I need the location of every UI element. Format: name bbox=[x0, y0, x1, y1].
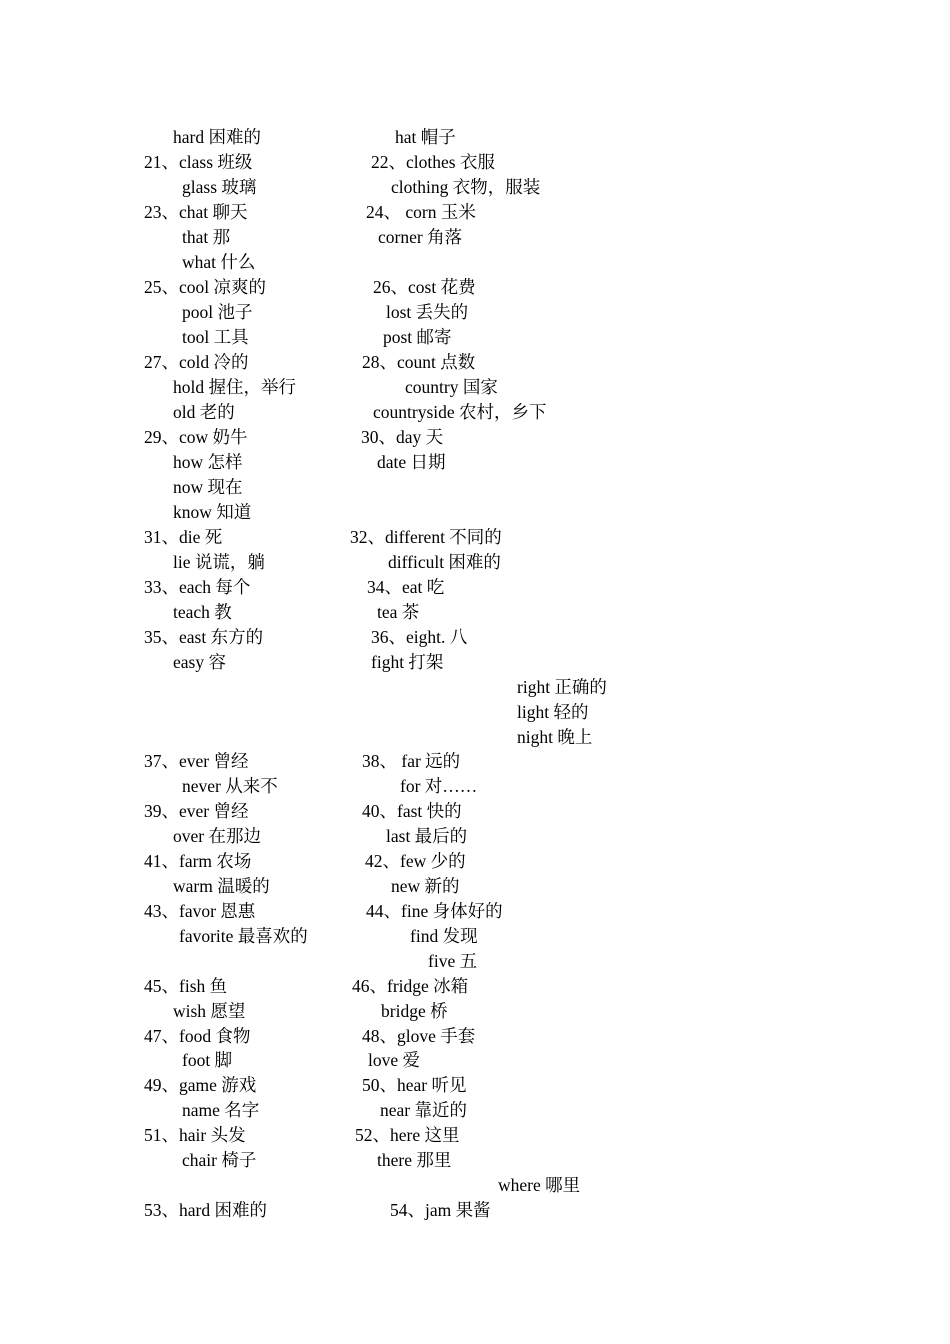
vocab-entry: 29、cow 奶牛 bbox=[144, 427, 248, 447]
vocab-entry: 22、clothes 衣服 bbox=[371, 152, 495, 172]
vocab-entry: 41、farm 农场 bbox=[144, 851, 252, 871]
vocab-entry: post 邮寄 bbox=[383, 327, 452, 347]
vocab-entry: date 日期 bbox=[377, 452, 446, 472]
vocab-entry: now 现在 bbox=[173, 477, 243, 497]
vocab-entry: where 哪里 bbox=[498, 1175, 581, 1195]
vocab-entry: light 轻的 bbox=[517, 702, 589, 722]
vocab-entry: for 对…… bbox=[400, 776, 478, 796]
vocab-entry: 40、fast 快的 bbox=[362, 801, 462, 821]
vocab-entry: never 从来不 bbox=[182, 776, 278, 796]
vocab-entry: 25、cool 凉爽的 bbox=[144, 277, 267, 297]
vocab-entry: 24、 corn 玉米 bbox=[366, 202, 476, 222]
vocab-entry: foot 脚 bbox=[182, 1050, 233, 1070]
vocab-entry: love 爱 bbox=[368, 1050, 421, 1070]
vocab-entry: 48、glove 手套 bbox=[362, 1026, 476, 1046]
vocab-entry: 51、hair 头发 bbox=[144, 1125, 246, 1145]
vocab-entry: 28、count 点数 bbox=[362, 352, 476, 372]
vocab-entry: 52、here 这里 bbox=[355, 1125, 460, 1145]
vocab-entry: 23、chat 聊天 bbox=[144, 202, 248, 222]
vocab-entry: pool 池子 bbox=[182, 302, 253, 322]
vocab-entry: 45、fish 鱼 bbox=[144, 976, 228, 996]
vocab-entry: what 什么 bbox=[182, 252, 256, 272]
vocab-entry: 37、ever 曾经 bbox=[144, 751, 249, 771]
vocab-entry: hat 帽子 bbox=[395, 127, 456, 147]
vocab-entry: 36、eight. 八 bbox=[371, 627, 468, 647]
vocab-entry: lie 说谎，躺 bbox=[173, 552, 265, 572]
vocab-entry: easy 容 bbox=[173, 652, 226, 672]
vocab-entry: five 五 bbox=[428, 951, 478, 971]
vocab-entry: night 晚上 bbox=[517, 727, 593, 747]
vocab-entry: fight 打架 bbox=[371, 652, 444, 672]
vocab-entry: chair 椅子 bbox=[182, 1150, 257, 1170]
vocab-entry: teach 教 bbox=[173, 602, 232, 622]
vocab-entry: tool 工具 bbox=[182, 327, 249, 347]
vocab-entry: there 那里 bbox=[377, 1150, 452, 1170]
vocab-entry: find 发现 bbox=[410, 926, 478, 946]
vocab-entry: near 靠近的 bbox=[380, 1100, 467, 1120]
vocab-entry: glass 玻璃 bbox=[182, 177, 257, 197]
vocab-entry: lost 丢失的 bbox=[386, 302, 469, 322]
vocab-entry: 47、food 食物 bbox=[144, 1026, 251, 1046]
vocab-entry: wish 愿望 bbox=[173, 1001, 246, 1021]
vocab-entry: new 新的 bbox=[391, 876, 460, 896]
vocab-entry: name 名字 bbox=[182, 1100, 260, 1120]
vocab-entry: 26、cost 花费 bbox=[373, 277, 476, 297]
vocab-entry: 42、few 少的 bbox=[365, 851, 466, 871]
vocab-entry: hard 困难的 bbox=[173, 127, 261, 147]
vocab-entry: 27、cold 冷的 bbox=[144, 352, 249, 372]
vocab-entry: last 最后的 bbox=[386, 826, 468, 846]
vocab-entry: hold 握住，举行 bbox=[173, 377, 296, 397]
vocab-entry: 50、hear 听见 bbox=[362, 1075, 467, 1095]
vocab-entry: 39、ever 曾经 bbox=[144, 801, 249, 821]
vocab-entry: 34、eat 吃 bbox=[367, 577, 445, 597]
vocab-entry: country 国家 bbox=[405, 377, 498, 397]
vocab-entry: clothing 衣物，服装 bbox=[391, 177, 541, 197]
vocab-entry: that 那 bbox=[182, 227, 231, 247]
vocab-entry: 38、 far 远的 bbox=[362, 751, 461, 771]
vocab-entry: how 怎样 bbox=[173, 452, 243, 472]
vocab-entry: 31、die 死 bbox=[144, 527, 223, 547]
vocab-entry: 43、favor 恩惠 bbox=[144, 901, 256, 921]
vocab-entry: old 老的 bbox=[173, 402, 235, 422]
vocab-entry: difficult 困难的 bbox=[388, 552, 501, 572]
vocab-entry: over 在那边 bbox=[173, 826, 261, 846]
vocab-entry: 53、hard 困难的 bbox=[144, 1200, 267, 1220]
vocab-entry: favorite 最喜欢的 bbox=[179, 926, 308, 946]
vocab-entry: 32、different 不同的 bbox=[350, 527, 502, 547]
vocab-entry: tea 茶 bbox=[377, 602, 420, 622]
vocab-entry: countryside 农村，乡下 bbox=[373, 402, 547, 422]
vocab-entry: 44、fine 身体好的 bbox=[366, 901, 503, 921]
vocab-entry: 33、each 每个 bbox=[144, 577, 251, 597]
vocab-entry: 46、fridge 冰箱 bbox=[352, 976, 469, 996]
vocab-entry: 30、day 天 bbox=[361, 427, 444, 447]
vocab-entry: bridge 桥 bbox=[381, 1001, 448, 1021]
vocab-entry: warm 温暖的 bbox=[173, 876, 270, 896]
vocab-entry: 54、jam 果酱 bbox=[390, 1200, 491, 1220]
vocab-entry: corner 角落 bbox=[378, 227, 463, 247]
vocab-entry: right 正确的 bbox=[517, 677, 607, 697]
vocab-entry: 21、class 班级 bbox=[144, 152, 253, 172]
vocab-entry: 35、east 东方的 bbox=[144, 627, 264, 647]
vocab-entry: 49、game 游戏 bbox=[144, 1075, 257, 1095]
vocab-entry: know 知道 bbox=[173, 502, 252, 522]
